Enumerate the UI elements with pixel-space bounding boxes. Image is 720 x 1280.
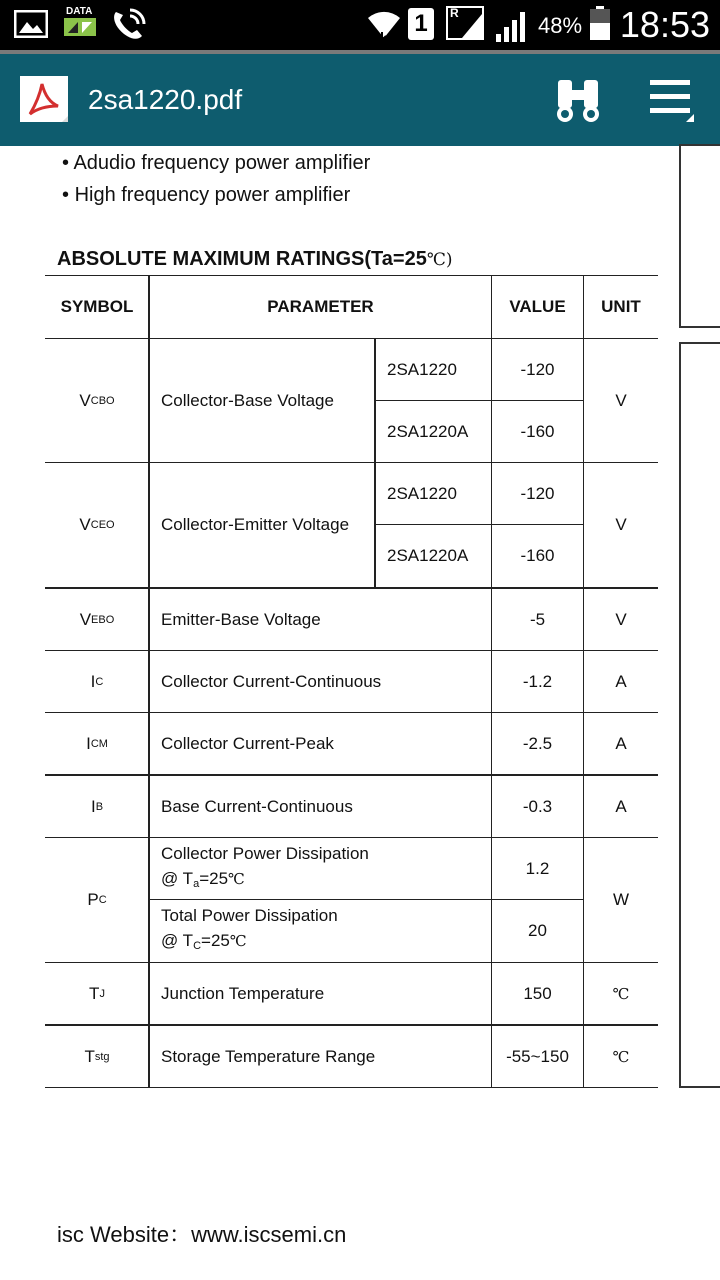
unit-cell: A — [615, 796, 627, 816]
value-cell: 1.2 — [525, 858, 550, 878]
degree-symbol: ℃ — [228, 869, 245, 888]
symbol-tj — [45, 963, 149, 1024]
symbol-vcbo — [45, 339, 149, 462]
symbol-main: T — [84, 1046, 95, 1066]
wifi-icon — [366, 6, 402, 42]
parameter-ib: Base Current-Continuous — [161, 796, 353, 816]
clock: 18:53 — [619, 4, 710, 45]
symbol-sub: CEO — [90, 519, 115, 531]
header-parameter: PARAMETER — [267, 297, 374, 316]
parameter-icm: Collector Current-Peak — [161, 733, 334, 753]
battery-percent: 48% — [538, 13, 583, 38]
roaming-signal — [446, 6, 484, 40]
symbol-main: V — [79, 609, 92, 629]
symbol-ib — [45, 776, 149, 837]
symbol-sub: EBO — [91, 613, 115, 626]
value-cell: -0.3 — [522, 796, 553, 816]
param-line: @ T — [161, 931, 194, 950]
roaming-label: R — [450, 6, 459, 20]
header-value: VALUE — [509, 297, 566, 316]
value-cell: -2.5 — [522, 733, 553, 753]
symbol-sub: B — [95, 800, 104, 813]
table-title-text: ABSOLUTE MAXIMUM RATINGS(Ta=25 — [57, 248, 427, 270]
gallery-notification-icon — [14, 10, 48, 38]
battery-icon — [590, 6, 610, 40]
param-sub: C — [193, 940, 202, 952]
symbol-main: I — [90, 796, 96, 816]
symbol-main: T — [89, 983, 100, 1003]
bullet-item: • Adudio frequency power amplifier — [62, 152, 371, 174]
symbol-sub: C — [98, 894, 107, 906]
symbol-ic — [45, 651, 149, 712]
unit-cell: V — [615, 515, 627, 534]
param-line: @ T — [161, 868, 194, 888]
table-rule — [45, 1087, 658, 1088]
parameter-tstg: Storage Temperature Range — [161, 1046, 376, 1066]
status-bar — [0, 0, 720, 50]
value-cell: -55~150 — [506, 1046, 569, 1066]
symbol-sub: CM — [90, 737, 108, 750]
bullet-text: Adudio frequency power amplifier — [73, 152, 371, 174]
symbol-vceo — [45, 463, 149, 587]
parameter-ic: Collector Current-Continuous — [161, 671, 382, 691]
binoculars-search-icon[interactable] — [556, 78, 600, 124]
value-cell: -120 — [520, 359, 555, 379]
symbol-main: V — [79, 390, 91, 410]
unit-cell: W — [612, 890, 630, 909]
unit-cell: A — [615, 733, 627, 753]
value-cell: -160 — [520, 421, 555, 441]
value-cell: 150 — [523, 983, 552, 1003]
ratings-table — [0, 146, 720, 1096]
symbol-sub: C — [95, 675, 104, 688]
value-cell: -160 — [520, 546, 555, 565]
param-line: Total Power Dissipation — [161, 906, 338, 925]
param-sub: a — [193, 877, 200, 890]
app-bar — [0, 54, 720, 146]
symbol-pc — [45, 838, 149, 962]
pdf-app-icon[interactable] — [20, 76, 68, 122]
symbol-sub: J — [99, 987, 105, 1000]
menu-icon[interactable] — [648, 80, 696, 124]
degree-symbol: ℃ — [229, 932, 247, 950]
part-number: 2SA1220 — [387, 359, 457, 379]
part-number: 2SA1220A — [387, 421, 469, 441]
value-cell: -120 — [520, 483, 555, 503]
value-cell: -1.2 — [522, 671, 553, 691]
website-footer: isc Website：www.iscsemi.cn — [57, 1222, 347, 1247]
unit-cell: V — [615, 609, 627, 629]
header-unit: UNIT — [601, 297, 641, 316]
parameter-vceo: Collector-Emitter Voltage — [161, 515, 350, 534]
symbol-main: I — [86, 733, 91, 753]
part-number: 2SA1220A — [387, 546, 469, 565]
param-line: =25 — [201, 931, 230, 950]
part-number: 2SA1220 — [387, 483, 457, 503]
value-cell: 20 — [528, 921, 547, 940]
symbol-sub: CBO — [90, 394, 115, 407]
parameter-tj: Junction Temperature — [161, 983, 325, 1003]
bullet-text: High frequency power amplifier — [74, 184, 351, 206]
symbol-tstg — [45, 1026, 149, 1087]
parameter-pc-collector — [150, 838, 491, 899]
symbol-main: I — [90, 671, 96, 691]
header-symbol: SYMBOL — [60, 297, 134, 316]
data-label: DATA — [66, 6, 93, 17]
parameter-vebo: Emitter-Base Voltage — [161, 609, 321, 629]
data-notification-icon — [64, 18, 96, 36]
parameter-vcbo: Collector-Base Voltage — [161, 390, 334, 410]
unit-cell: ℃ — [612, 984, 630, 1003]
param-line: Collector Power Dissipation — [161, 843, 369, 863]
table-title-unit: ℃) — [426, 250, 453, 270]
bullet-item: • High frequency power amplifier — [62, 184, 351, 206]
unit-cell: ℃ — [612, 1047, 630, 1066]
document-title: 2sa1220.pdf — [88, 84, 243, 115]
symbol-icm — [45, 713, 149, 774]
symbol-sub: stg — [94, 1050, 110, 1063]
wifi-call-icon — [110, 8, 146, 42]
value-cell: -5 — [529, 609, 546, 629]
signal-icon — [496, 8, 532, 42]
sim-1-badge: 1 — [408, 8, 434, 40]
signal-small-icon — [462, 14, 482, 38]
parameter-pc-total — [150, 900, 491, 962]
acrobat-logo-icon — [20, 76, 68, 122]
unit-cell: V — [615, 390, 627, 410]
pdf-page[interactable] — [0, 146, 720, 1280]
param-line: =25 — [199, 868, 229, 888]
symbol-main: V — [79, 515, 91, 534]
symbol-vebo — [45, 589, 149, 650]
unit-cell: A — [615, 671, 627, 691]
symbol-main: P — [87, 890, 99, 909]
